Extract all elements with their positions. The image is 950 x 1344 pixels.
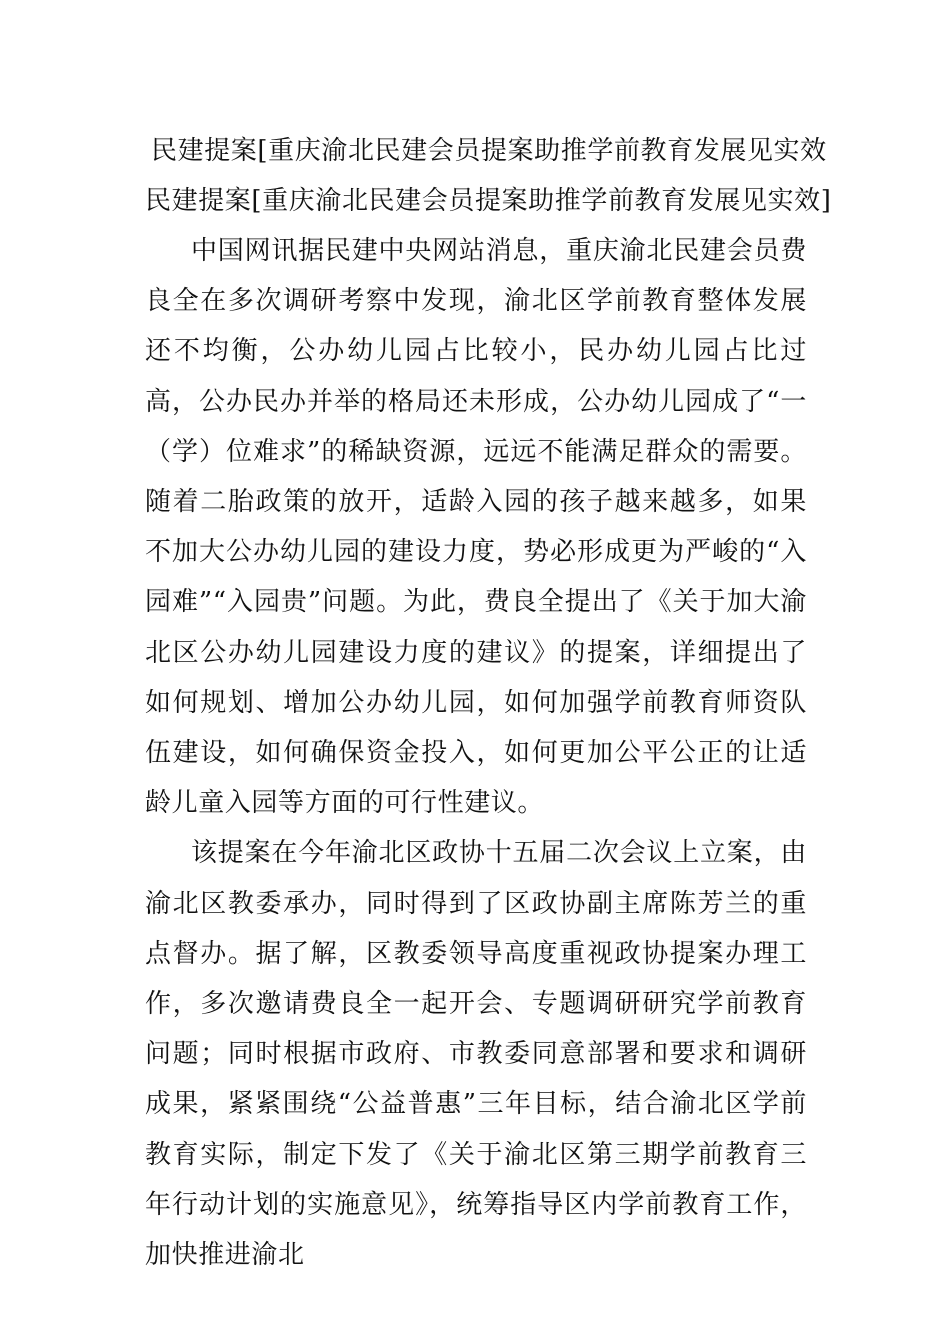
document-body xyxy=(145,126,832,1280)
document-title-line-2: 民建提案[重庆渝北民建会员提案助推学前教育发展见实效] xyxy=(145,186,832,216)
paragraph-1: 中国网讯据民建中央网站消息，重庆渝北民建会员费良全在多次调研考察中发现，渝北区学前教育整体发展还不均衡，公办幼儿园占比较小，民办幼儿园占比过高，公办民办并举的格局还未形成，公办幼儿园成了“一（学）位难求”的稀缺资源，远远不能满足群众的需要。随着二胎政策的放开，适龄入园的孩子越来越多，如果不加大公办幼儿园的建设力度，势必形成更为严峻的“入园难”“入园贵”问题。为此，费良全提出了《关于加大渝北区公办幼儿园建设力度的建议》的提案，详细提出了如何规划、增加公办幼儿园，如何加强学前教育师资队伍建设，如何确保资金投入，如何更加公平公正的让适龄儿童入园等方面的可行性建议。 xyxy=(145,236,807,819)
document-title-line-1: 民建提案[重庆渝北民建会员提案助推学前教育发展见实效 xyxy=(151,136,827,166)
paragraph-2: 该提案在今年渝北区政协十五届二次会议上立案，由渝北区教委承办，同时得到了区政协副主席陈芳兰的重点督办。据了解，区教委领导高度重视政协提案办理工作，多次邀请费良全一起开会、专题调研研究学前教育问题；同时根据市政府、市教委同意部署和要求和调研成果，紧紧围绕“公益普惠”三年目标，结合渝北区学前教育实际，制定下发了《关于渝北区第三期学前教育三年行动计划的实施意见》，统筹指导区内学前教育工作，加快推进渝北 xyxy=(145,838,807,1271)
